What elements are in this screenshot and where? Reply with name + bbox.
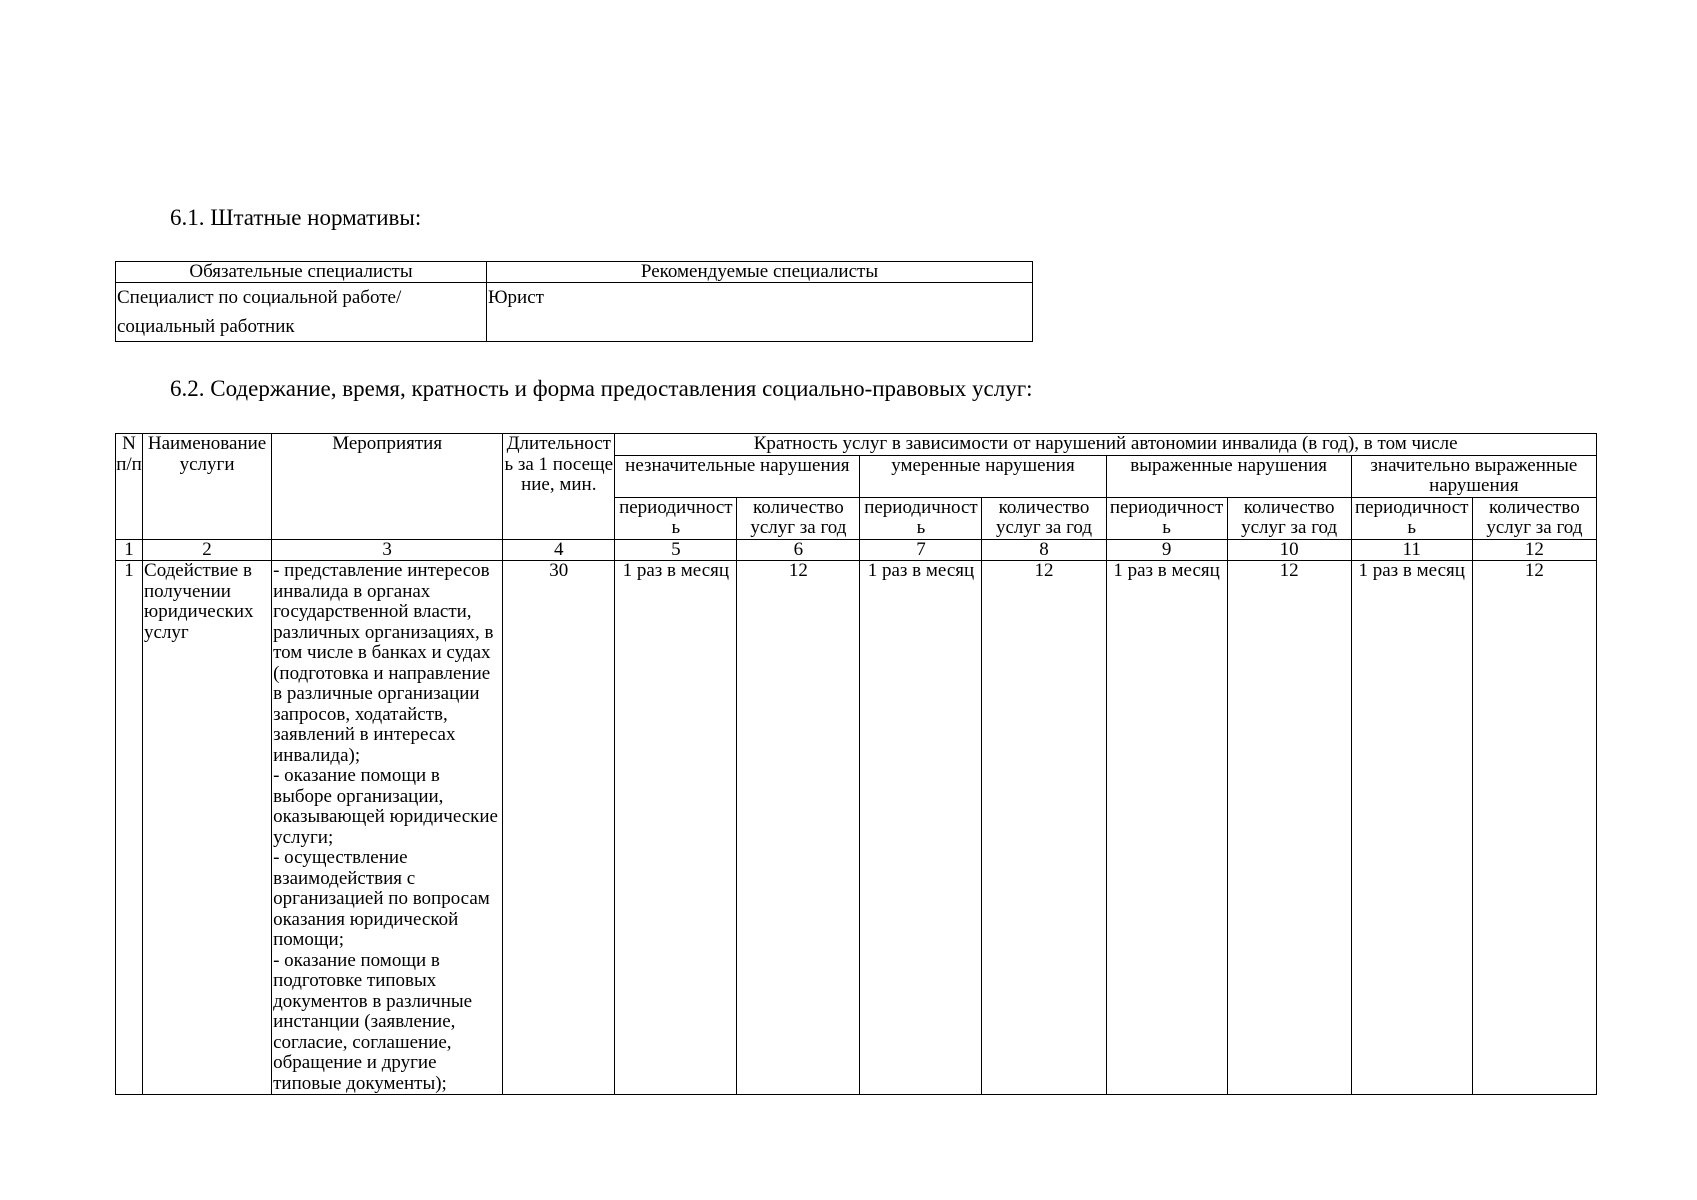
header-periodicity: периодичность <box>860 497 982 539</box>
header-count: количество услуг за год <box>737 497 860 539</box>
periodicity-minor: 1 раз в месяц <box>615 561 737 1095</box>
column-number: 10 <box>1227 539 1351 561</box>
header-row-1 <box>116 434 1597 456</box>
periodicity-moderate: 1 раз в месяц <box>860 561 982 1095</box>
column-header-recommended: Рекомендуемые специалисты <box>487 262 1033 283</box>
activity-item: - оказание помощи в подготовке типовых документов в различные инстанции (заявление, согласие, соглашение, обращение и другие типовые документы); <box>273 949 473 1094</box>
activity-item: - осуществление взаимодействия с организацией по вопросам оказания юридической помощи; <box>273 847 490 950</box>
header-group-minor: незначительные нарушения <box>615 455 860 497</box>
header-activities: Мероприятия <box>272 434 503 540</box>
column-number: 1 <box>116 539 143 561</box>
header-service-name: Наименование услуги <box>143 434 272 540</box>
header-count: количество услуг за год <box>1227 497 1351 539</box>
column-number: 5 <box>615 539 737 561</box>
column-numbers-row <box>116 539 1597 561</box>
activity-item: - представление интересов инвалида в органах государственной власти, различных организациях, в том числе в банках и судах (подготовка и направление в различные организации запросов, ходатайств, заявлений в интересах инвалида); <box>273 560 494 766</box>
activities-cell <box>272 561 503 1095</box>
table-row <box>116 283 1033 342</box>
column-number: 12 <box>1472 539 1596 561</box>
count-very-severe: 12 <box>1472 561 1596 1095</box>
column-number: 4 <box>503 539 615 561</box>
count-moderate: 12 <box>982 561 1106 1095</box>
header-periodicity: периодичность <box>1106 497 1227 539</box>
column-number: 8 <box>982 539 1106 561</box>
duration-value: 30 <box>503 561 615 1095</box>
cell-mandatory-specialist: Специалист по социальной работе/социальный работник <box>116 283 487 342</box>
count-minor: 12 <box>737 561 860 1095</box>
services-table <box>115 433 1597 1095</box>
column-header-mandatory: Обязательные специалисты <box>116 262 487 283</box>
staff-norms-table <box>115 261 1033 342</box>
section-6-1-heading: 6.1. Штатные нормативы: <box>170 205 422 230</box>
column-number: 2 <box>143 539 272 561</box>
service-name: Содействие в получении юридических услуг <box>143 561 272 1095</box>
periodicity-severe: 1 раз в месяц <box>1106 561 1227 1095</box>
header-count: количество услуг за год <box>982 497 1106 539</box>
cell-recommended-specialist: Юрист <box>487 283 1033 342</box>
header-num: N п/п <box>116 434 143 540</box>
column-number: 9 <box>1106 539 1227 561</box>
header-periodicity: периодичность <box>615 497 737 539</box>
column-number: 6 <box>737 539 860 561</box>
staff-table-header-row <box>116 262 1033 283</box>
header-frequency-group: Кратность услуг в зависимости от нарушений автономии инвалида (в год), в том числе <box>615 434 1597 456</box>
header-periodicity: периодичность <box>1351 497 1472 539</box>
section-6-2-heading: 6.2. Содержание, время, кратность и форма предоставления социально-правовых услуг: <box>170 376 1033 401</box>
header-duration: Длительность за 1 посещение, мин. <box>503 434 615 540</box>
column-number: 11 <box>1351 539 1472 561</box>
row-number: 1 <box>116 561 143 1095</box>
count-severe: 12 <box>1227 561 1351 1095</box>
table-row <box>116 561 1597 1095</box>
column-number: 7 <box>860 539 982 561</box>
header-count: количество услуг за год <box>1472 497 1596 539</box>
column-number: 3 <box>272 539 503 561</box>
header-group-moderate: умеренные нарушения <box>860 455 1106 497</box>
header-group-very-severe: значительно выраженные нарушения <box>1351 455 1596 497</box>
header-group-severe: выраженные нарушения <box>1106 455 1351 497</box>
periodicity-very-severe: 1 раз в месяц <box>1351 561 1472 1095</box>
activity-item: - оказание помощи в выборе организации, оказывающей юридические услуги; <box>273 765 498 848</box>
